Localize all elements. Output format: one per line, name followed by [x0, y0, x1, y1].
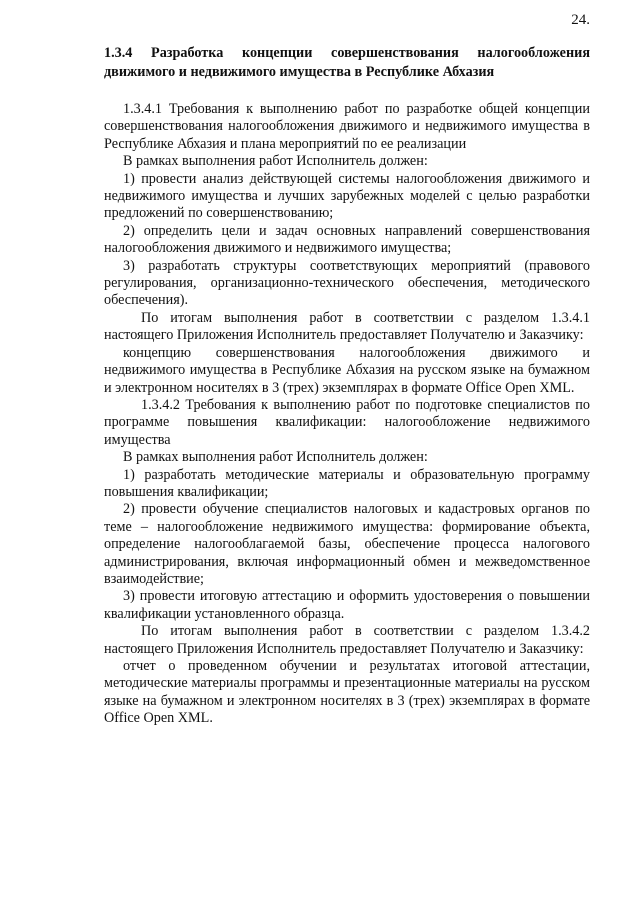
paragraph-results-2: По итогам выполнения работ в соответствии с разделом 1.3.4.2 настоящего Приложения Исполнитель предоставляет Получателю и Заказчику:: [104, 623, 590, 657]
list-item-2-1: 1) разработать методические материалы и образовательную программу повышения квалификации;: [104, 466, 590, 500]
list-item-2-3: 3) провести итоговую аттестацию и оформить удостоверения о повышении квалификации установленного образца.: [104, 588, 590, 622]
page-number: 24.: [571, 12, 590, 28]
paragraph-deliverable-2: отчет о проведенном обучении и результатах итоговой аттестации, методические материалы программы и презентационные материалы на русском языке на бумажном и электронном носителях в 3 (трех) экземплярах в формате Office Open XML.: [104, 658, 590, 727]
section-heading: 1.3.4 Разработка концепции совершенствования налогообложения движимого и недвижимого имущества в Республике Абхазия: [104, 45, 590, 80]
subsection-1-3-4-1-title: 1.3.4.1 Требования к выполнению работ по разработке общей концепции совершенствования налогообложения движимого и недвижимого имущества в Республике Абхазия и плана мероприятий по ее реализации: [104, 101, 590, 152]
paragraph-intro-1: В рамках выполнения работ Исполнитель должен:: [123, 153, 428, 170]
subsection-1-3-4-2-title: 1.3.4.2 Требования к выполнению работ по подготовке специалистов по программе повышения квалификации: налогообложение недвижимого имущества: [104, 396, 590, 448]
list-item-1-2: 2) определить цели и задач основных направлений совершенствования налогообложения движимого и недвижимого имущества;: [104, 222, 590, 257]
document-body: [104, 44, 590, 728]
list-item-2-2: 2) провести обучение специалистов налоговых и кадастровых органов по теме – налогообложение недвижимого имущества: формирование объекта, определение налогооблагаемой базы, обеспечение процесса налогового администрирования, включая информационный обмен и межведомственное взаимодействие;: [104, 501, 590, 587]
paragraph-results-1: По итогам выполнения работ в соответствии с разделом 1.3.4.1 настоящего Приложения Исполнитель предоставляет Получателю и Заказчику:: [104, 309, 590, 344]
paragraph-intro-2: В рамках выполнения работ Исполнитель должен:: [123, 449, 428, 466]
list-item-1-3: 3) разработать структуры соответствующих мероприятий (правового регулирования, организационно-технического обеспечения, методического обеспечения).: [104, 257, 590, 309]
paragraph-deliverable-1: концепцию совершенствования налогообложения движимого и недвижимого имущества в Республике Абхазия на русском языке на бумажном и электронном носителях в 3 (трех) экземплярах в формате Office Open XML.: [104, 344, 590, 396]
list-item-1-1: 1) провести анализ действующей системы налогообложения движимого и недвижимого имущества и лучших зарубежных моделей с целью разработки предложений по совершенствованию;: [104, 170, 590, 222]
